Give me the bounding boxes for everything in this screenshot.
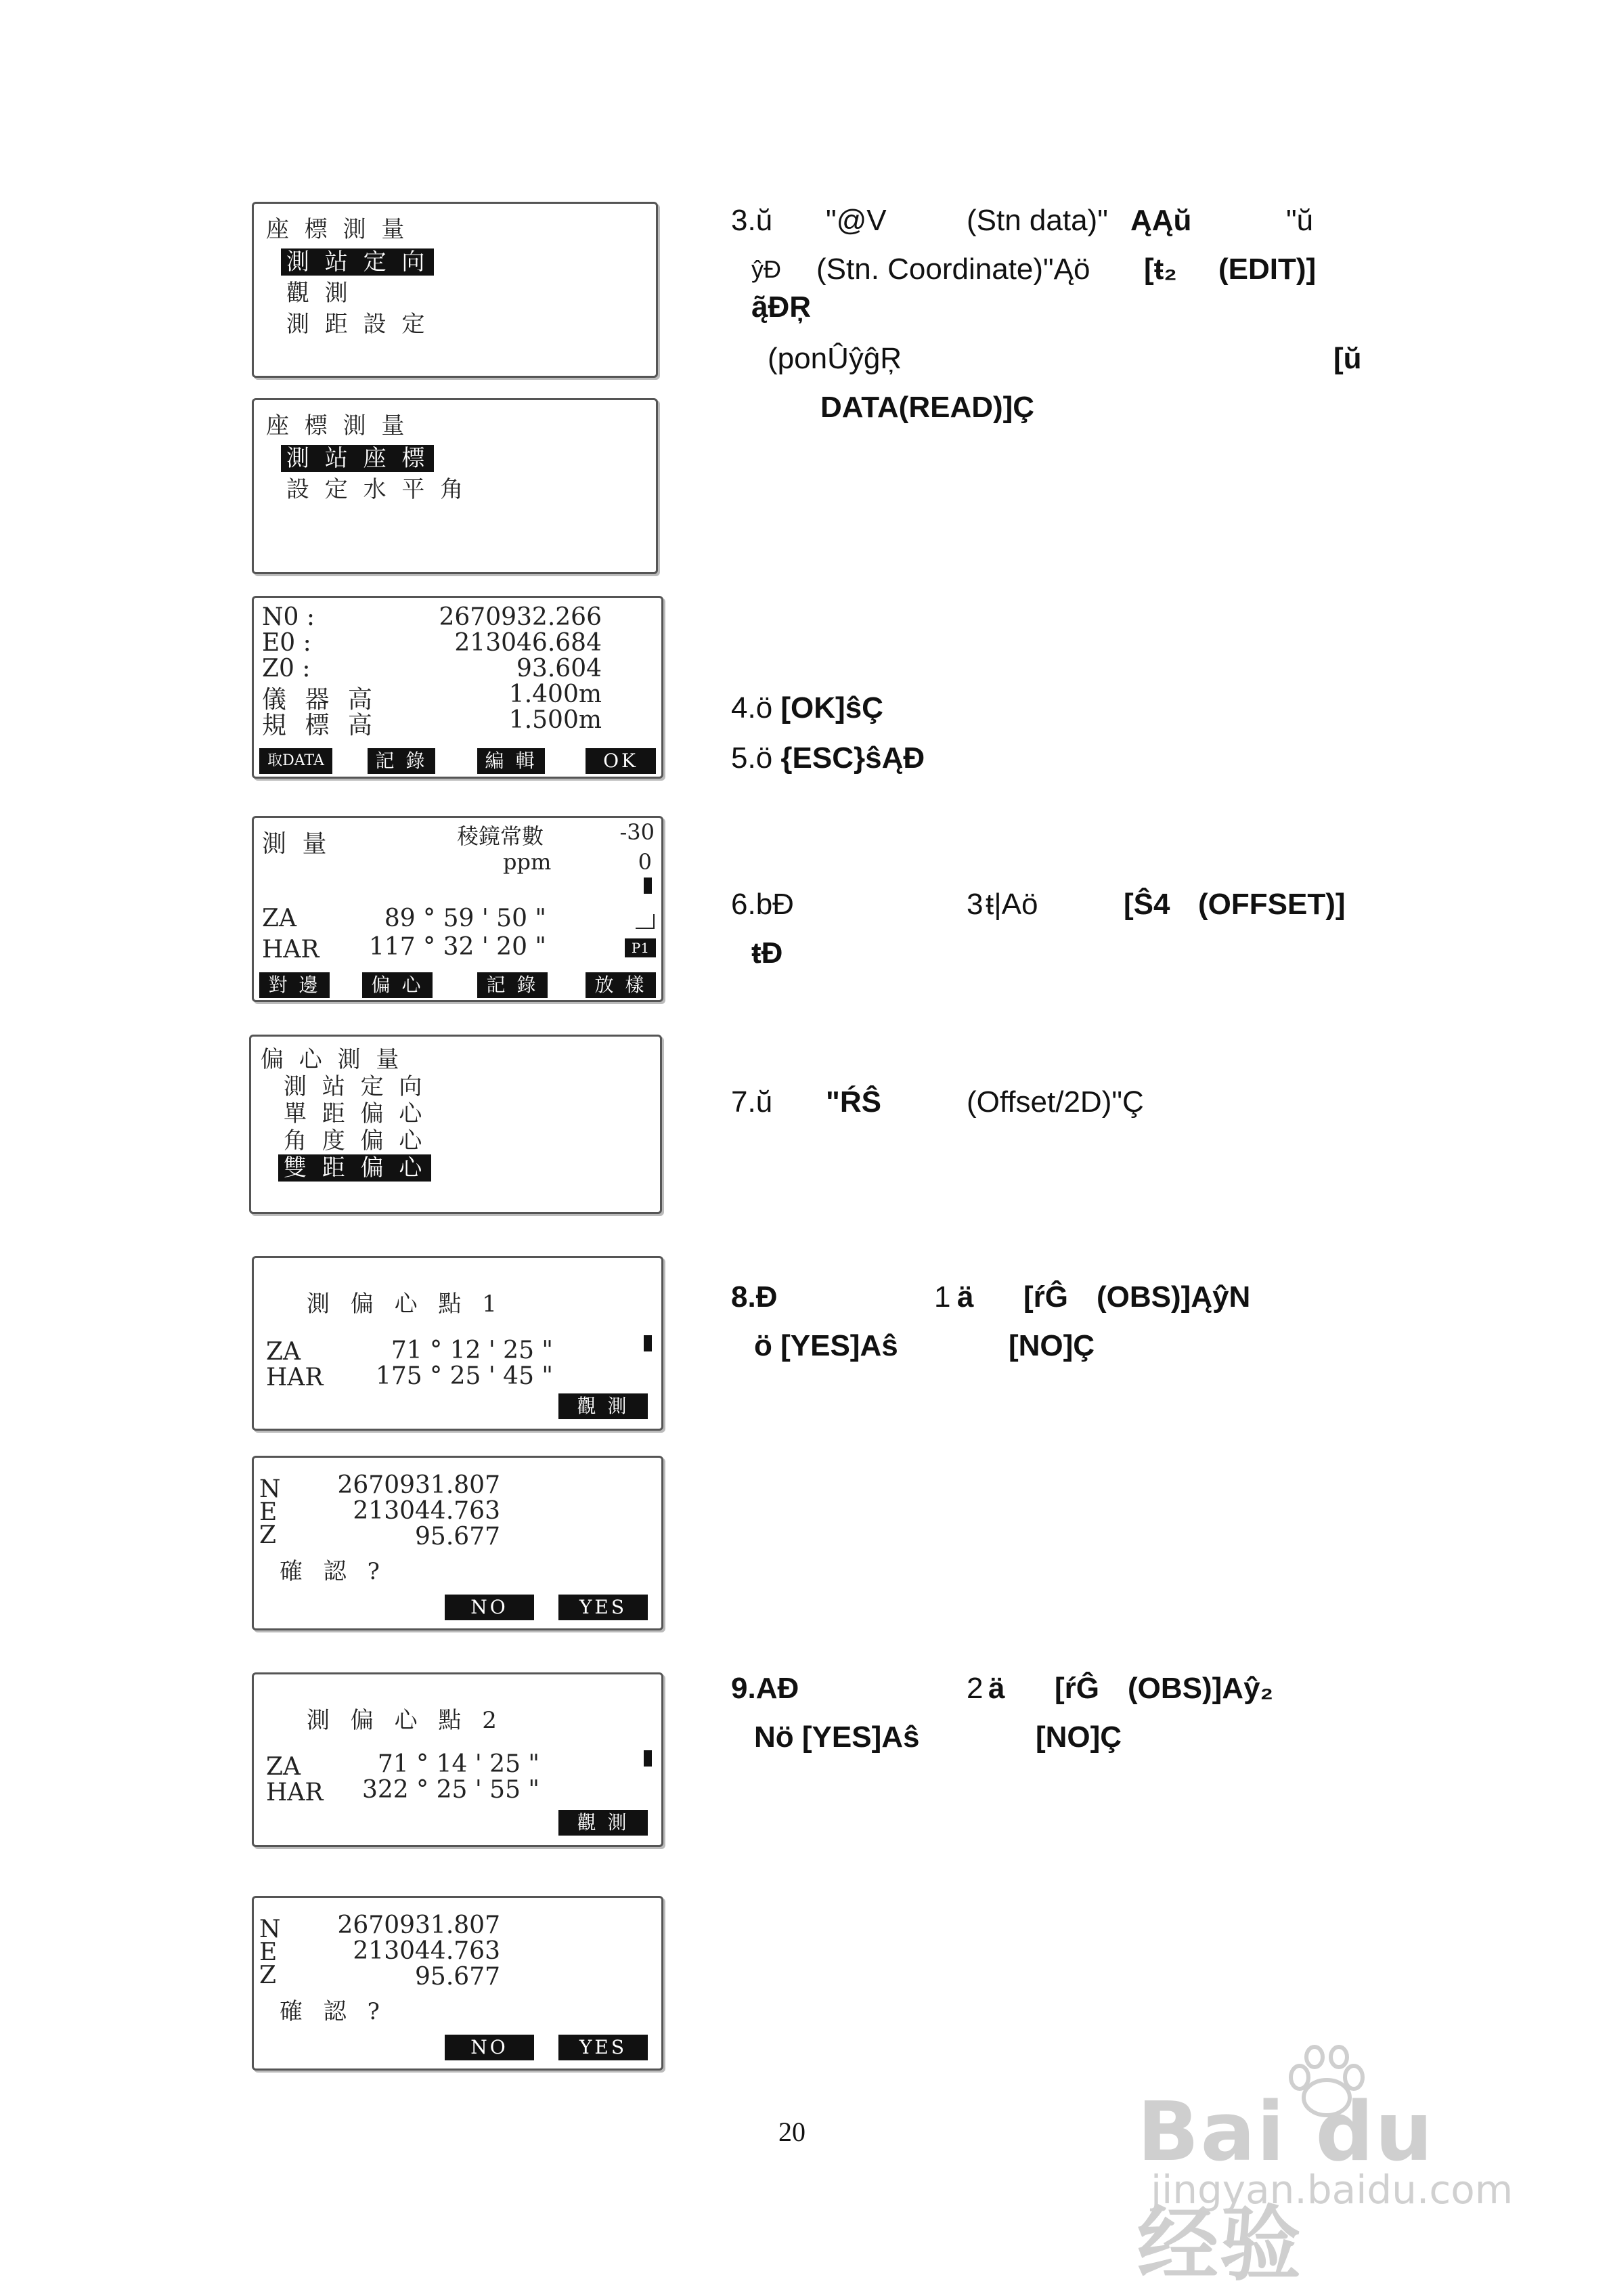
e-label: E — [259, 1938, 278, 1966]
screen-title: 測 量 — [262, 830, 331, 858]
n-value: 2670931.807 — [337, 1911, 500, 1939]
har-value: 322 ° 25 ' 55 " — [361, 1776, 539, 1804]
prism-constant-label: 稜鏡常數 — [457, 823, 544, 849]
screen-coordinate-menu — [252, 202, 658, 378]
za-label: ZA — [262, 905, 297, 932]
softkey-ok[interactable]: OK — [586, 748, 656, 774]
battery-icon — [644, 878, 652, 894]
instruction-step-7: 7.ŭ "ŔŜ (Offset/2D)"Ç — [731, 1085, 1144, 1119]
instruction-step-6: 6.bĐ 3 ŧ|Aö [Ŝ4 (OFFSET)] ŧĐ — [731, 888, 1346, 970]
softkey-observe[interactable]: 觀 測 — [558, 1393, 648, 1419]
yes-button[interactable]: YES — [558, 1595, 648, 1620]
row-value: 2670932.266 — [439, 603, 602, 631]
menu-item-selected[interactable]: 測 站 定 向 — [281, 248, 434, 276]
screen-measure — [252, 816, 663, 1002]
no-button[interactable]: NO — [445, 1595, 534, 1620]
softkey-missing-line[interactable]: 對 邊 — [259, 972, 330, 998]
z-label: Z — [259, 1521, 277, 1549]
softkey-observe[interactable]: 觀 測 — [558, 1810, 648, 1836]
prism-constant-value: -30 — [619, 819, 655, 845]
screen-offset-result-1 — [252, 1456, 663, 1630]
screen-title: 測 偏 心 點 1 — [307, 1291, 504, 1318]
menu-item-selected[interactable]: 測 站 座 標 — [281, 445, 434, 472]
instruction-step-5: 5.ö {ESC}ŝĄĐ — [731, 741, 925, 775]
softkey-record[interactable]: 記 錄 — [477, 972, 548, 998]
row-value: 1.400m — [508, 680, 602, 708]
row-label: 儀 器 高 — [262, 686, 378, 714]
softkey-stakeout[interactable]: 放 樣 — [586, 972, 656, 998]
screen-offset-point-2 — [252, 1672, 663, 1847]
instruction-step-9: 9.AĐ 2 ä [ŕĜ (OBS)]Aŷ₂ Nö [YES]Aŝ [NO]Ç — [731, 1672, 1274, 1754]
za-value: 71 ° 12 ' 25 " — [391, 1337, 553, 1364]
screen-offset-point-1 — [252, 1256, 663, 1431]
watermark-url: jingyan.baidu.com — [1151, 2167, 1514, 2213]
screen-station-data — [252, 596, 663, 779]
n-label: N — [259, 1915, 281, 1943]
screen-title: 偏 心 測 量 — [261, 1046, 403, 1073]
watermark-logo: Bai du 经验 — [1137, 2085, 1434, 2292]
row-value: 213046.684 — [454, 629, 602, 657]
menu-item[interactable]: 設 定 水 平 角 — [286, 476, 468, 503]
menu-item[interactable]: 角 度 偏 心 — [284, 1127, 426, 1154]
instruction-step-8: 8.Đ 1 ä [ŕĜ (OBS)]ĄŷN ö [YES]Aŝ [NO]Ç — [731, 1280, 1251, 1362]
instruction-step-3: 3.ŭ "@V (Stn data)" ĄĄŭ "ŭ ŷĐ (Stn. Coordinate)"Ąö [ŧ₂ (EDIT)] ą̃ĐŖ (ponÛŷĝŖ [ŭ DATA(READ)]Ç — [731, 204, 1362, 424]
battery-icon — [644, 1335, 652, 1351]
screen-title: 座 標 測 量 — [266, 216, 409, 243]
har-label: HAR — [262, 936, 319, 963]
menu-item[interactable]: 測 站 定 向 — [284, 1073, 426, 1100]
row-label: Z0 : — [262, 655, 311, 683]
screen-title: 座 標 測 量 — [266, 412, 409, 439]
z-label: Z — [259, 1962, 277, 1989]
softkey-offset[interactable]: 偏 心 — [362, 972, 433, 998]
page-number: 20 — [778, 2117, 806, 2147]
za-label: ZA — [266, 1338, 301, 1366]
menu-item[interactable]: 測 距 設 定 — [286, 311, 429, 338]
row-label: E0 : — [262, 629, 311, 657]
tilt-icon — [636, 914, 655, 929]
softkey-record[interactable]: 記 錄 — [368, 748, 435, 774]
screen-title: 測 偏 心 點 2 — [307, 1707, 504, 1734]
confirm-prompt: 確 認 ? — [280, 1998, 387, 2025]
menu-item-selected[interactable]: 雙 距 偏 心 — [278, 1154, 431, 1182]
screen-offset-result-2 — [252, 1896, 663, 2071]
softkey-read-data[interactable]: 取DATA — [259, 748, 332, 774]
confirm-prompt: 確 認 ? — [280, 1558, 387, 1585]
row-value: 93.604 — [516, 655, 602, 683]
page-indicator: P1 — [625, 938, 656, 957]
row-label: 規 標 高 — [262, 712, 378, 739]
har-value: 175 ° 25 ' 45 " — [375, 1362, 553, 1390]
za-value: 89 ° 59 ' 50 " — [384, 905, 546, 932]
har-value: 117 ° 32 ' 20 " — [368, 933, 546, 961]
har-label: HAR — [266, 1364, 324, 1391]
screen-station-menu — [252, 398, 658, 574]
baidu-watermark — [1137, 2045, 1516, 2292]
ppm-label: ppm — [503, 849, 552, 875]
screen-offset-menu — [249, 1035, 662, 1214]
menu-item[interactable]: 觀 測 — [286, 280, 352, 307]
row-value: 1.500m — [508, 706, 602, 734]
instruction-step-4: 4.ö [OK]ŝÇ — [731, 691, 883, 724]
har-label: HAR — [266, 1779, 324, 1806]
yes-button[interactable]: YES — [558, 2035, 648, 2060]
ppm-value: 0 — [638, 849, 652, 875]
e-value: 213044.763 — [353, 1937, 500, 1965]
row-label: N0 : — [262, 603, 315, 631]
n-value: 2670931.807 — [337, 1471, 500, 1499]
e-label: E — [259, 1498, 278, 1526]
z-value: 95.677 — [415, 1523, 500, 1551]
softkey-edit[interactable]: 編 輯 — [477, 748, 545, 774]
za-value: 71 ° 14 ' 25 " — [377, 1750, 539, 1778]
z-value: 95.677 — [415, 1963, 500, 1991]
e-value: 213044.763 — [353, 1497, 500, 1525]
no-button[interactable]: NO — [445, 2035, 534, 2060]
menu-item[interactable]: 單 距 偏 心 — [284, 1100, 426, 1127]
za-label: ZA — [266, 1753, 301, 1781]
n-label: N — [259, 1475, 281, 1503]
battery-icon — [644, 1750, 652, 1767]
